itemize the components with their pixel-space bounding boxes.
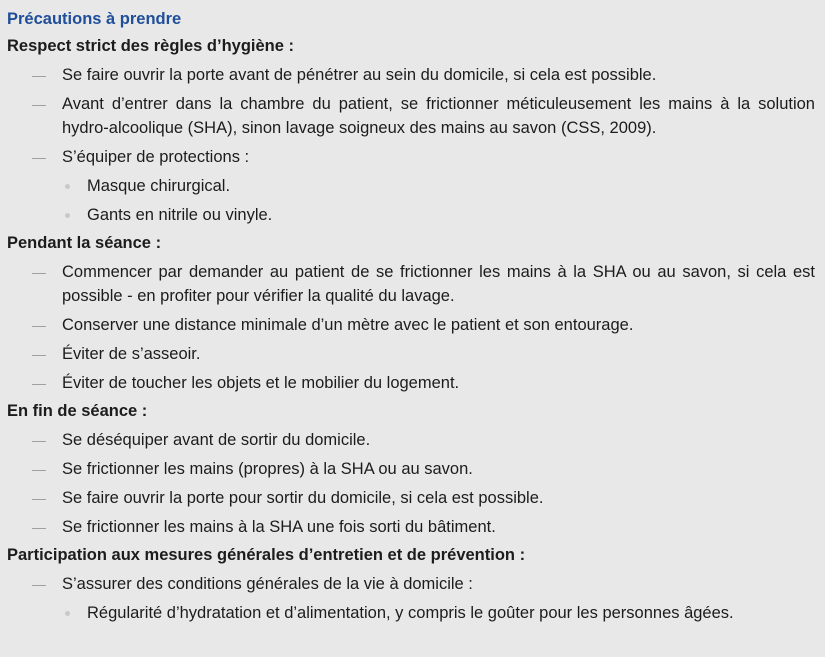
sub-list-item bbox=[62, 174, 815, 198]
list-item bbox=[7, 486, 815, 510]
dash-bullet-icon: — bbox=[32, 96, 46, 112]
section-heading: Pendant la séance : bbox=[7, 234, 162, 252]
list-item bbox=[7, 572, 815, 625]
list-item bbox=[7, 371, 815, 395]
section-heading: Participation aux mesures générales d’entretien et de prévention : bbox=[7, 546, 526, 564]
dash-bullet-icon: — bbox=[32, 576, 46, 592]
section-during-session bbox=[7, 233, 815, 395]
sub-item-text: Masque chirurgical. bbox=[87, 177, 231, 195]
list-item bbox=[7, 457, 815, 481]
sub-list-item bbox=[62, 203, 815, 227]
section-general-measures bbox=[7, 545, 815, 625]
item-text: Se frictionner les mains à la SHA une fois sorti du bâtiment. bbox=[62, 518, 496, 536]
item-list bbox=[7, 260, 815, 395]
dash-bullet-icon: — bbox=[32, 149, 46, 165]
dash-bullet-icon: — bbox=[32, 346, 46, 362]
list-item bbox=[7, 92, 815, 140]
item-text: Éviter de s’asseoir. bbox=[62, 345, 201, 363]
item-text: Conserver une distance minimale d’un mètre avec le patient et son entourage. bbox=[62, 316, 634, 334]
item-list bbox=[7, 572, 815, 625]
dot-bullet-icon bbox=[65, 611, 70, 616]
list-item bbox=[7, 342, 815, 366]
sub-item-text: Gants en nitrile ou vinyle. bbox=[87, 206, 273, 224]
dash-bullet-icon: — bbox=[32, 519, 46, 535]
dash-bullet-icon: — bbox=[32, 67, 46, 83]
dash-bullet-icon: — bbox=[32, 432, 46, 448]
dash-bullet-icon: — bbox=[32, 317, 46, 333]
sub-list-item bbox=[62, 601, 815, 625]
dash-bullet-icon: — bbox=[32, 490, 46, 506]
section-hygiene-rules bbox=[7, 36, 815, 227]
sub-item-list bbox=[62, 174, 815, 227]
page-title: Précautions à prendre bbox=[7, 10, 182, 28]
section-end-of-session bbox=[7, 401, 815, 539]
item-text: Se faire ouvrir la porte pour sortir du domicile, si cela est possible. bbox=[62, 489, 544, 507]
section-heading: Respect strict des règles d’hygiène : bbox=[7, 37, 295, 55]
item-text: Se frictionner les mains (propres) à la SHA ou au savon. bbox=[62, 460, 473, 478]
list-item bbox=[7, 260, 815, 308]
list-item bbox=[7, 313, 815, 337]
item-text: Avant d’entrer dans la chambre du patient, se frictionner méticuleusement les mains à la solution hydro-alcoolique (SHA), sinon lavage soigneux des mains au savon (CSS, 2009). bbox=[62, 95, 815, 137]
section-heading: En fin de séance : bbox=[7, 402, 148, 420]
item-text: S’équiper de protections : bbox=[62, 148, 250, 166]
dash-bullet-icon: — bbox=[32, 375, 46, 391]
sub-item-list bbox=[62, 601, 815, 625]
item-text: Commencer par demander au patient de se frictionner les mains à la SHA ou au savon, si cela est possible - en profiter pour vérifier la qualité du lavage. bbox=[62, 263, 815, 305]
list-item bbox=[7, 428, 815, 452]
dash-bullet-icon: — bbox=[32, 461, 46, 477]
item-text: S’assurer des conditions générales de la vie à domicile : bbox=[62, 575, 473, 593]
dot-bullet-icon bbox=[65, 213, 70, 218]
dash-bullet-icon: — bbox=[32, 264, 46, 280]
item-list bbox=[7, 63, 815, 227]
item-text: Se déséquiper avant de sortir du domicile. bbox=[62, 431, 371, 449]
list-item bbox=[7, 145, 815, 227]
sub-item-text: Régularité d’hydratation et d’alimentation, y compris le goûter pour les personnes âgées. bbox=[87, 604, 734, 622]
item-text: Se faire ouvrir la porte avant de pénétrer au sein du domicile, si cela est possible. bbox=[62, 66, 657, 84]
list-item bbox=[7, 515, 815, 539]
item-text: Éviter de toucher les objets et le mobilier du logement. bbox=[62, 374, 460, 392]
item-list bbox=[7, 428, 815, 539]
dot-bullet-icon bbox=[65, 184, 70, 189]
list-item bbox=[7, 63, 815, 87]
